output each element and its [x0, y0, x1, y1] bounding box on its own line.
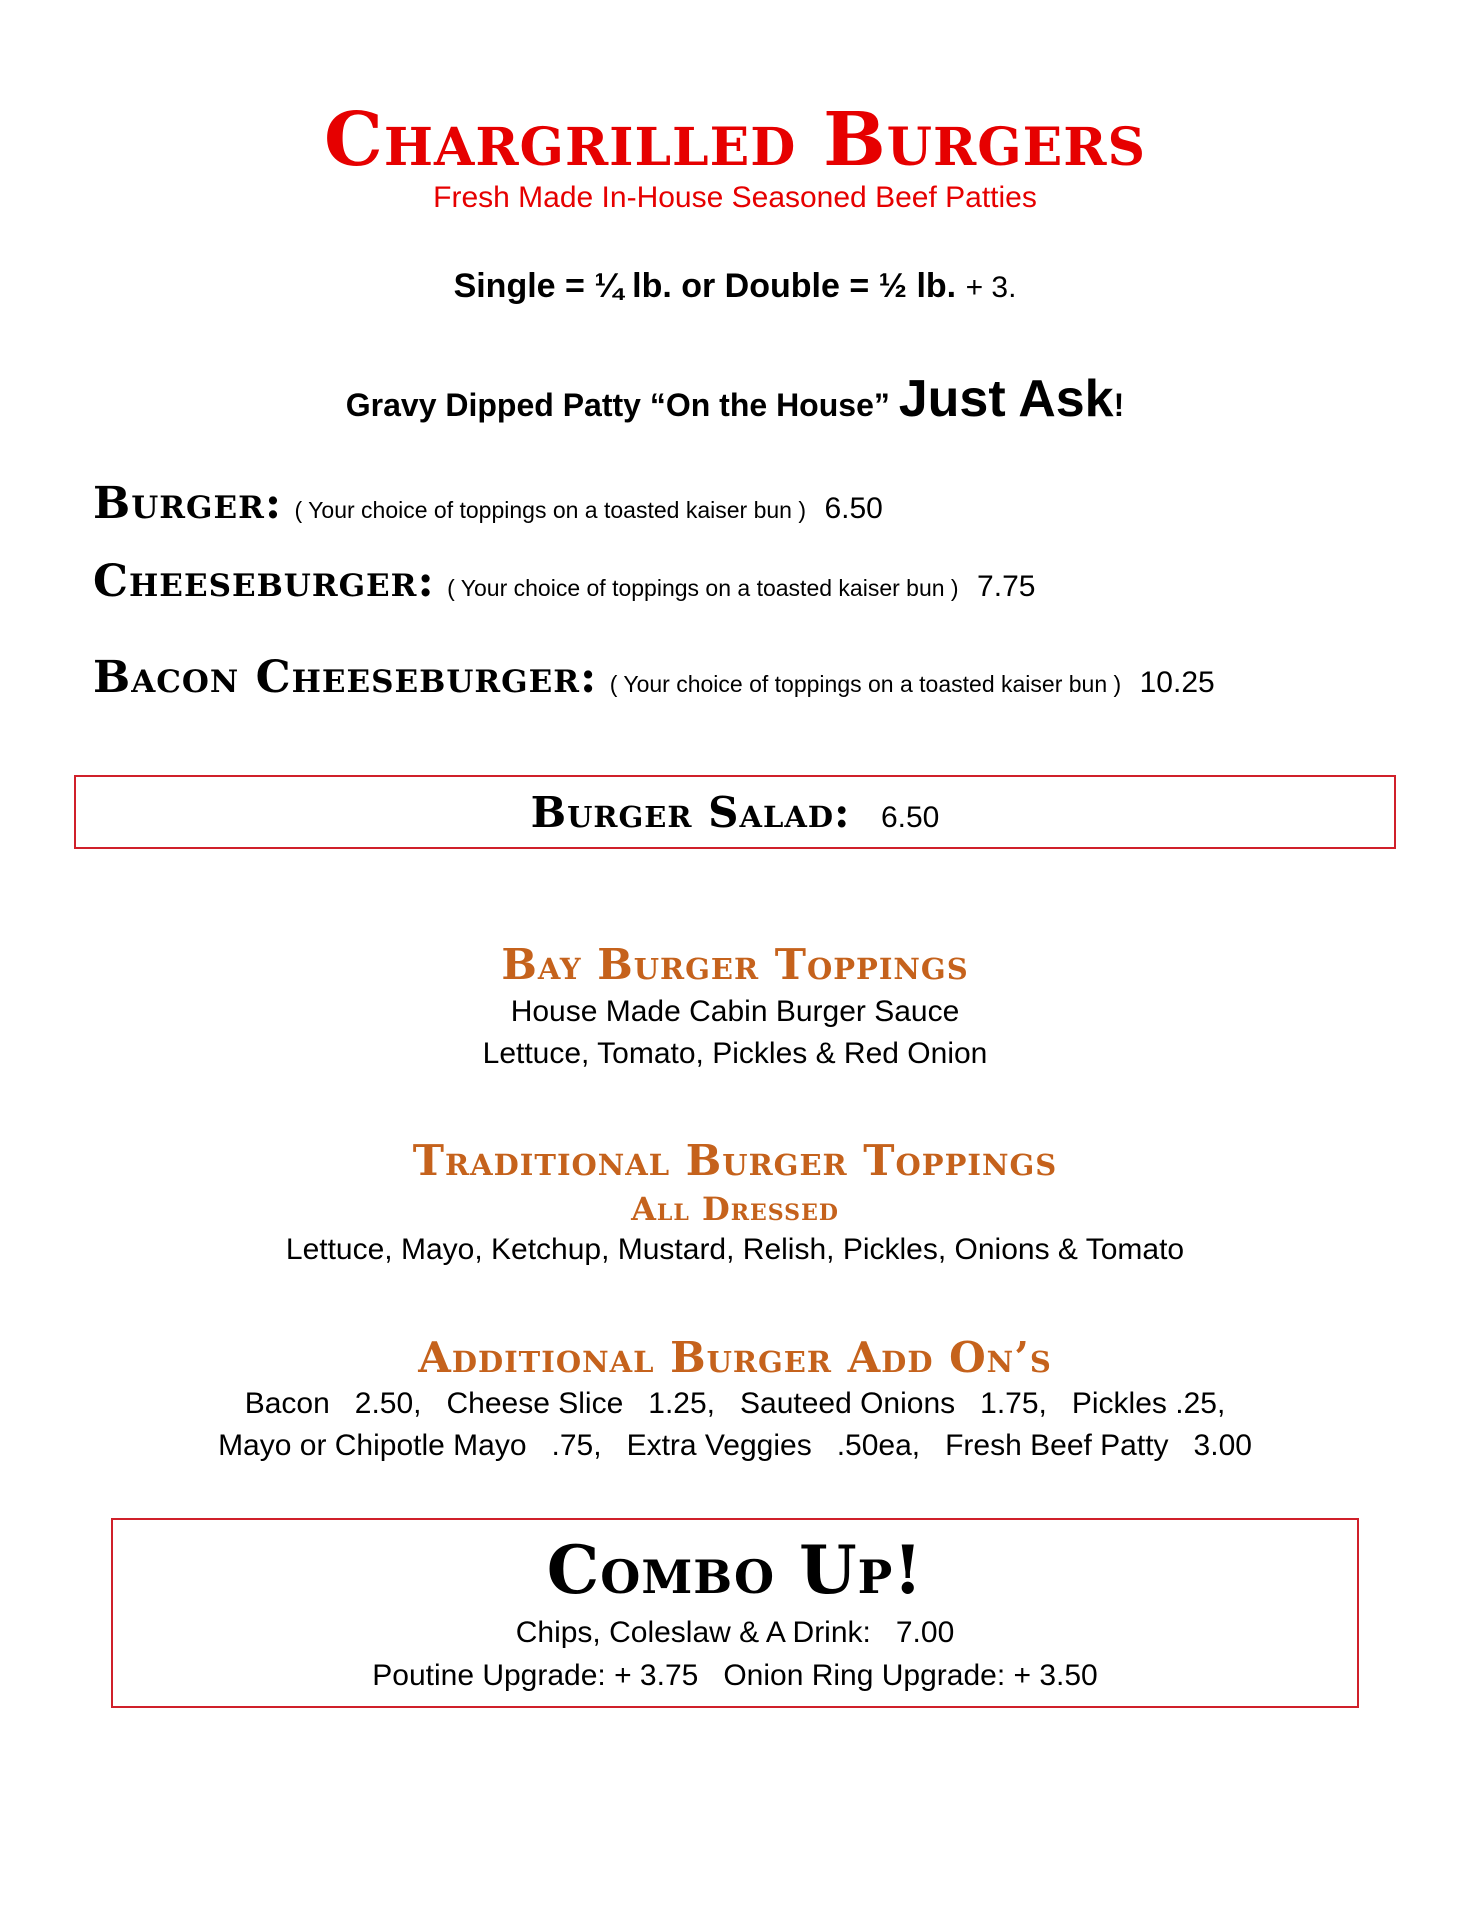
all-dressed-subheading: All Dressed	[631, 1190, 839, 1228]
combo-upgrade-line: Poutine Upgrade: + 3.75 Onion Ring Upgrade: + 3.50	[372, 1659, 1098, 1692]
item-description: ( Your choice of toppings on a toasted kaiser bun )	[294, 497, 806, 523]
item-price: 7.75	[977, 570, 1036, 603]
patty-size-text: Single = ¼ lb. or Double = ½ lb.	[453, 267, 957, 305]
double-upcharge: + 3.	[965, 271, 1017, 304]
item-description: ( Your choice of toppings on a toasted kaiser bun )	[447, 575, 959, 601]
addons-line: Bacon 2.50, Cheese Slice 1.25, Sauteed Onions 1.75, Pickles .25,	[244, 1387, 1226, 1420]
bay-toppings-heading: Bay Burger Toppings	[501, 940, 969, 989]
item-name: Bacon Cheeseburger:	[93, 652, 598, 703]
combo-title: Combo Up!	[546, 1531, 924, 1609]
item-price: 6.50	[824, 492, 883, 525]
menu-item-burger	[93, 478, 883, 529]
salad-price: 6.50	[880, 801, 940, 834]
menu-item-cheeseburger	[93, 556, 1035, 607]
patty-size-line	[0, 264, 1470, 310]
burger-salad-line	[0, 788, 1470, 848]
traditional-toppings-line: Lettuce, Mayo, Ketchup, Mustard, Relish, Pickles, Onions & Tomato	[285, 1233, 1185, 1266]
menu-title: Chargrilled Burgers	[323, 97, 1147, 183]
gravy-text: Gravy Dipped Patty “On the House”	[345, 387, 890, 423]
item-name: Cheeseburger:	[93, 556, 435, 607]
bay-toppings-line: House Made Cabin Burger Sauce	[510, 995, 960, 1028]
traditional-toppings-heading: Traditional Burger Toppings	[412, 1136, 1058, 1185]
salad-name: Burger Salad:	[530, 788, 851, 837]
combo-line: Chips, Coleslaw & A Drink: 7.00	[515, 1616, 955, 1649]
gravy-line	[0, 364, 1470, 440]
gravy-exclaim: !	[1113, 387, 1125, 423]
menu-subtitle: Fresh Made In-House Seasoned Beef Patties	[433, 181, 1037, 214]
addons-line: Mayo or Chipotle Mayo .75, Extra Veggies .50ea, Fresh Beef Patty 3.00	[218, 1429, 1252, 1462]
menu-item-bacon-cheeseburger	[93, 652, 1215, 703]
item-price: 10.25	[1139, 666, 1215, 699]
bay-toppings-line: Lettuce, Tomato, Pickles & Red Onion	[482, 1037, 988, 1070]
addons-heading: Additional Burger Add On’s	[418, 1333, 1052, 1382]
gravy-just-ask: Just Ask	[898, 370, 1114, 428]
item-name: Burger:	[93, 478, 283, 529]
item-description: ( Your choice of toppings on a toasted kaiser bun )	[609, 671, 1122, 697]
